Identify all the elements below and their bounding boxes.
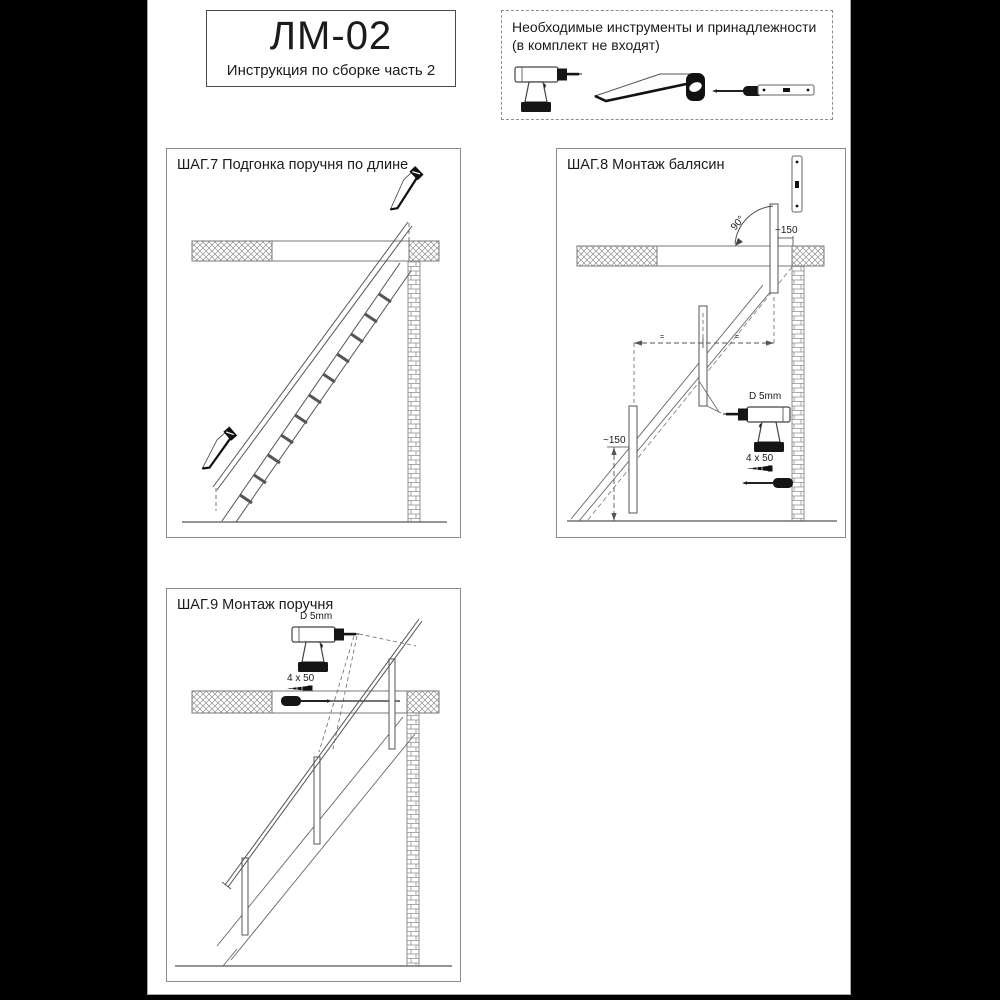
- ladder-stringer: [236, 271, 411, 522]
- tools-icons: [502, 11, 832, 119]
- screwdriver-icon: [712, 86, 763, 96]
- floor-slab-hatch: [192, 241, 272, 261]
- brick-wall: [408, 261, 420, 522]
- baluster: [770, 204, 778, 293]
- floor-slab-hatch: [409, 241, 439, 261]
- dimension-label: ~150: [603, 435, 626, 446]
- drill-diameter-label: D 5mm: [749, 391, 782, 402]
- baluster: [242, 858, 248, 935]
- brick-wall: [407, 713, 419, 966]
- dimension-label: ~150: [775, 225, 798, 236]
- angle-label: 90°: [729, 214, 748, 233]
- equal-mark: =: [734, 334, 740, 341]
- floor-slab-hatch: [407, 691, 439, 713]
- drill-icon: [723, 407, 790, 452]
- screw-icon: [747, 466, 773, 472]
- step8-label: ШАГ.8 Монтаж балясин: [567, 157, 725, 173]
- floor-slab-hatch: [792, 246, 824, 266]
- ladder-stringer: [222, 263, 400, 521]
- screw-size-label: 4 x 50: [287, 673, 315, 684]
- leader-lines: [319, 634, 416, 752]
- ladder-steps: [240, 294, 391, 503]
- brick-wall: [792, 266, 804, 521]
- step9-diagram: [167, 589, 460, 981]
- screw-size-label: 4 x 50: [746, 453, 774, 464]
- step8-diagram: [557, 149, 845, 537]
- drill-icon: [515, 67, 582, 112]
- step7-label: ШАГ.7 Подгонка поручня по длине: [177, 157, 409, 173]
- page-title: ЛМ-02: [269, 14, 393, 58]
- stair-stringer: [571, 285, 763, 519]
- handsaw-icon: [595, 73, 705, 101]
- stair-stringer: [579, 291, 771, 521]
- title-box: [206, 10, 456, 87]
- baluster: [389, 659, 395, 749]
- screwdriver-icon: [281, 696, 332, 706]
- step9-panel: [166, 588, 461, 982]
- drill-icon: [292, 627, 359, 672]
- baluster: [314, 757, 320, 844]
- step8-panel: [556, 148, 846, 538]
- stair-stringer: [231, 734, 415, 960]
- step9-label: ШАГ.9 Монтаж поручня: [177, 597, 334, 613]
- saw-icon: [193, 426, 241, 471]
- floor-slab-hatch: [577, 246, 657, 266]
- handrail: [217, 226, 412, 490]
- handrail: [228, 621, 422, 887]
- step7-diagram: [167, 149, 460, 537]
- step7-panel: [166, 148, 461, 538]
- saw-icon: [381, 166, 428, 212]
- screwdriver-icon: [742, 478, 793, 488]
- level-icon: [758, 85, 814, 95]
- equal-mark: =: [659, 334, 665, 341]
- handrail: [213, 222, 408, 487]
- tools-title-line2: (в комплект не входят): [512, 37, 660, 53]
- baluster: [629, 406, 637, 513]
- tools-title-line1: Необходимые инструменты и принадлежности: [512, 19, 817, 35]
- tools-box: [501, 10, 833, 120]
- page-subtitle: Инструкция по сборке часть 2: [226, 62, 436, 79]
- level-icon: [792, 156, 802, 212]
- instruction-sheet: [147, 0, 851, 995]
- floor-slab-hatch: [192, 691, 272, 713]
- drill-diameter-label: D 5mm: [300, 611, 333, 622]
